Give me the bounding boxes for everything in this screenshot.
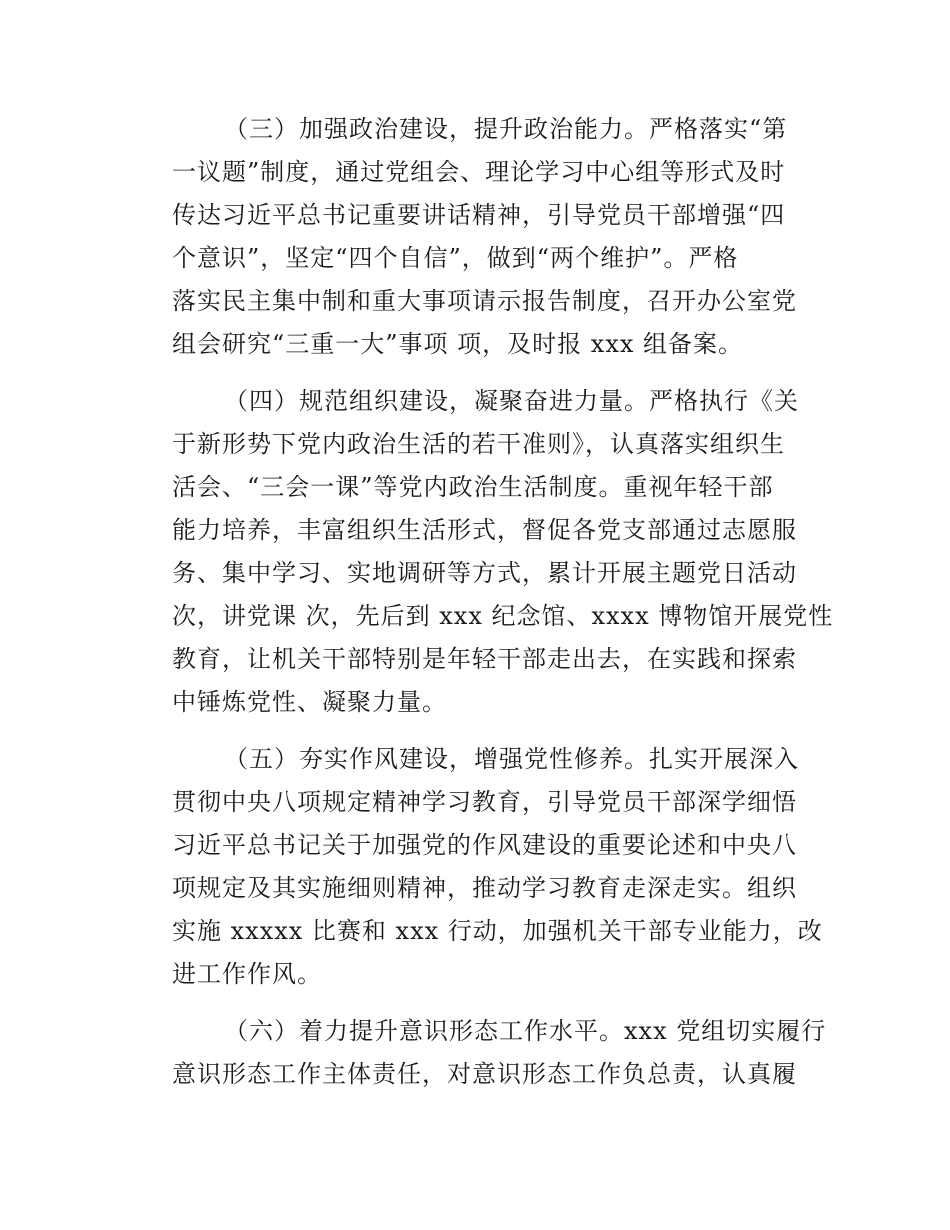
paragraph-4-line-2: 于新形势下党内政治生活的若干准则》，认真落实组织生 bbox=[172, 430, 785, 458]
paragraph-4-line-1: （四）规范组织建设，凝聚奋进力量。严格执行《关 bbox=[224, 387, 799, 415]
paragraph-5-line-4: 项规定及其实施细则精神，推动学习教育走深走实。组织 bbox=[172, 874, 797, 902]
paragraph-4-line-3: 活会、“三会一课”等党内政治生活制度。重视年轻干部 bbox=[172, 473, 774, 501]
paragraph-5-line-5: 实施 xxxxx 比赛和 xxx 行动，加强机关干部专业能力，改 bbox=[172, 917, 823, 945]
paragraph-4-line-8: 中锤炼党性、凝聚力量。 bbox=[172, 688, 447, 716]
paragraph-3-line-5: 落实民主集中制和重大事项请示报告制度，召开办公室党 bbox=[172, 287, 797, 315]
paragraph-4-line-7: 教育，让机关干部特别是年轻干部走出去，在实践和探索 bbox=[172, 645, 797, 673]
paragraph-3-line-2: 一议题”制度，通过党组会、理论学习中心组等形式及时 bbox=[172, 158, 786, 186]
paragraph-3-line-4: 个意识”，坚定“四个自信”，做到“两个维护”。严格 bbox=[172, 244, 739, 272]
paragraph-4-line-5: 务、集中学习、实地调研等方式，累计开展主题党日活动 bbox=[172, 559, 797, 587]
paragraph-3-line-1: （三）加强政治建设，提升政治能力。严格落实“第 bbox=[224, 115, 788, 143]
paragraph-5-line-3: 习近平总书记关于加强党的作风建设的重要论述和中央八 bbox=[172, 831, 797, 859]
paragraph-6-line-2: 意识形态工作主体责任，对意识形态工作负总责，认真履 bbox=[172, 1060, 797, 1088]
paragraph-3-line-3: 传达习近平总书记重要讲话精神，引导党员干部增强“四 bbox=[172, 201, 786, 229]
paragraph-6-line-1: （六）着力提升意识形态工作水平。xxx 党组切实履行 bbox=[224, 1017, 827, 1045]
paragraph-3-line-6: 组会研究“三重一大”事项 项，及时报 xxx 组备案。 bbox=[172, 330, 744, 358]
paragraph-4-line-4: 能力培养，丰富组织生活形式，督促各党支部通过志愿服 bbox=[172, 516, 797, 544]
paragraph-5-line-6: 进工作作风。 bbox=[172, 960, 322, 988]
paragraph-5-line-2: 贯彻中央八项规定精神学习教育，引导党员干部深学细悟 bbox=[172, 788, 797, 816]
paragraph-5-line-1: （五）夯实作风建设，增强党性修养。扎实开展深入 bbox=[224, 745, 799, 773]
paragraph-4-line-6: 次，讲党课 次，先后到 xxx 纪念馆、xxxx 博物馆开展党性 bbox=[172, 602, 834, 630]
